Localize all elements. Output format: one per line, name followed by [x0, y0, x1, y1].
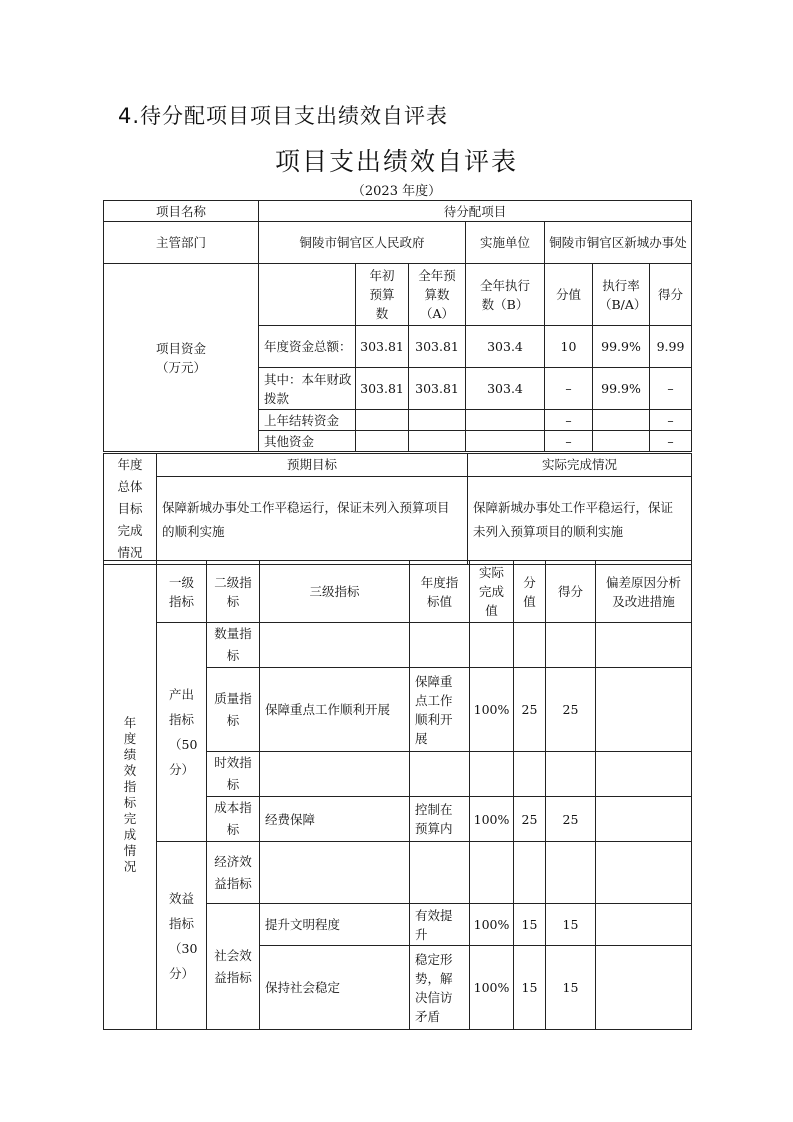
- impl-unit-label: 实施单位: [466, 222, 545, 264]
- funds-row-score-value: –: [545, 410, 593, 431]
- funds-row-score: 9.99: [650, 326, 692, 368]
- indicator-actual: [470, 752, 514, 797]
- indicator-score: 15: [546, 946, 596, 1030]
- goals-table: [103, 453, 692, 565]
- funds-row-annual: 303.81: [409, 326, 466, 368]
- output-indicator-label: 产出指标（50分）: [157, 623, 207, 842]
- header-score: 得分: [546, 561, 596, 623]
- expected-goal-header: 预期目标: [157, 454, 468, 477]
- project-name-label: 项目名称: [104, 201, 259, 222]
- indicator-target: 控制在预算内: [410, 797, 470, 842]
- indicator-actual: 100%: [470, 797, 514, 842]
- indicator-score: [546, 752, 596, 797]
- header-level2: 二级指标: [207, 561, 260, 623]
- funds-row-initial: [356, 431, 409, 452]
- indicator-score: [546, 842, 596, 904]
- level3-indicator: [260, 752, 410, 797]
- funds-row-rate: 99.9%: [593, 368, 650, 410]
- indicator-weight: [514, 752, 546, 797]
- actual-result-text: 保障新城办事处工作平稳运行，保证未列入预算项目的顺利实施: [468, 476, 692, 564]
- funds-row-annual: 303.81: [409, 368, 466, 410]
- header-exec-rate: 执行率（B/A）: [593, 264, 650, 326]
- indicator-target: 保障重点工作顺利开展: [410, 668, 470, 752]
- funds-row-exec: 303.4: [466, 326, 545, 368]
- indicator-actual: [470, 842, 514, 904]
- section-heading: 4.待分配项目项目支出绩效自评表: [118, 104, 449, 128]
- indicator-reason: [596, 904, 692, 946]
- funds-table: [103, 200, 692, 452]
- indicator-reason: [596, 668, 692, 752]
- level3-indicator: [260, 623, 410, 668]
- level2-indicator: 成本指标: [207, 797, 260, 842]
- indicator-weight: 15: [514, 904, 546, 946]
- funds-row-initial: [356, 410, 409, 431]
- indicator-score: 25: [546, 668, 596, 752]
- impl-unit-value: 铜陵市铜官区新城办事处: [545, 222, 692, 264]
- indicator-target: [410, 623, 470, 668]
- funds-row-score: –: [650, 368, 692, 410]
- project-name-value: 待分配项目: [259, 201, 692, 222]
- funds-row-rate: [593, 410, 650, 431]
- funds-row-label: 其他资金: [259, 431, 356, 452]
- indicators-table: [103, 560, 692, 1030]
- funds-row-initial: 303.81: [356, 368, 409, 410]
- funds-row-score: –: [650, 431, 692, 452]
- funds-row-rate: 99.9%: [593, 326, 650, 368]
- indicator-target: [410, 842, 470, 904]
- funds-row-exec: [466, 410, 545, 431]
- indicator-reason: [596, 842, 692, 904]
- header-annual-budget: 全年预算数（A）: [409, 264, 466, 326]
- level2-indicator: 质量指标: [207, 668, 260, 752]
- level3-indicator: 经费保障: [260, 797, 410, 842]
- indicator-score: [546, 623, 596, 668]
- year-label: （2023 年度）: [351, 184, 442, 199]
- indicator-actual: 100%: [470, 904, 514, 946]
- indicator-reason: [596, 623, 692, 668]
- header-level3: 三级指标: [260, 561, 410, 623]
- indicator-weight: 15: [514, 946, 546, 1030]
- funds-header-blank: [259, 264, 356, 326]
- level3-indicator: 保持社会稳定: [260, 946, 410, 1030]
- funds-row-label: 其中：本年财政拨款: [259, 368, 356, 410]
- dept-value: 铜陵市铜官区人民政府: [259, 222, 466, 264]
- header-reason: 偏差原因分析及改进措施: [596, 561, 692, 623]
- header-level1: 一级指标: [157, 561, 207, 623]
- funds-row-score-value: –: [545, 431, 593, 452]
- indicator-actual: 100%: [470, 946, 514, 1030]
- funds-row-label: 上年结转资金: [259, 410, 356, 431]
- indicator-target: [410, 752, 470, 797]
- funds-row-annual: [409, 431, 466, 452]
- header-weight: 分值: [514, 561, 546, 623]
- dept-label: 主管部门: [104, 222, 259, 264]
- funds-label: 项目资金（万元）: [104, 264, 259, 452]
- indicator-score: 15: [546, 904, 596, 946]
- goals-label: 年度总体目标完成情况: [104, 454, 157, 565]
- funds-row-score-value: –: [545, 368, 593, 410]
- level2-indicator: 时效指标: [207, 752, 260, 797]
- level2-indicator: 经济效益指标: [207, 842, 260, 904]
- level3-indicator: 保障重点工作顺利开展: [260, 668, 410, 752]
- funds-row-rate: [593, 431, 650, 452]
- funds-row-exec: [466, 431, 545, 452]
- indicator-weight: [514, 623, 546, 668]
- indicator-weight: [514, 842, 546, 904]
- header-annual-exec: 全年执行数（B）: [466, 264, 545, 326]
- indicators-side-label: 年度绩效指标完成情况: [104, 561, 157, 1030]
- actual-result-header: 实际完成情况: [468, 454, 692, 477]
- indicator-reason: [596, 752, 692, 797]
- funds-row-score-value: 10: [545, 326, 593, 368]
- funds-row-exec: 303.4: [466, 368, 545, 410]
- header-initial-budget: 年初预算数: [356, 264, 409, 326]
- expected-goal-text: 保障新城办事处工作平稳运行，保证未列入预算项目的顺利实施: [157, 476, 468, 564]
- level2-indicator: 数量指标: [207, 623, 260, 668]
- level3-indicator: 提升文明程度: [260, 904, 410, 946]
- indicator-reason: [596, 946, 692, 1030]
- page-title: 项目支出绩效自评表: [274, 147, 518, 176]
- indicator-weight: 25: [514, 668, 546, 752]
- indicator-actual: 100%: [470, 668, 514, 752]
- indicator-target: 稳定形势，解决信访矛盾: [410, 946, 470, 1030]
- header-score-value: 分值: [545, 264, 593, 326]
- indicator-actual: [470, 623, 514, 668]
- funds-row-initial: 303.81: [356, 326, 409, 368]
- indicator-weight: 25: [514, 797, 546, 842]
- header-target: 年度指标值: [410, 561, 470, 623]
- indicator-reason: [596, 797, 692, 842]
- level3-indicator: [260, 842, 410, 904]
- header-actual: 实际完成值: [470, 561, 514, 623]
- funds-row-annual: [409, 410, 466, 431]
- indicator-target: 有效提升: [410, 904, 470, 946]
- level2-indicator: 社会效益指标: [207, 904, 260, 1030]
- indicator-score: 25: [546, 797, 596, 842]
- funds-row-score: –: [650, 410, 692, 431]
- benefit-indicator-label: 效益指标（30分）: [157, 842, 207, 1030]
- header-score: 得分: [650, 264, 692, 326]
- funds-row-label: 年度资金总额：: [259, 326, 356, 368]
